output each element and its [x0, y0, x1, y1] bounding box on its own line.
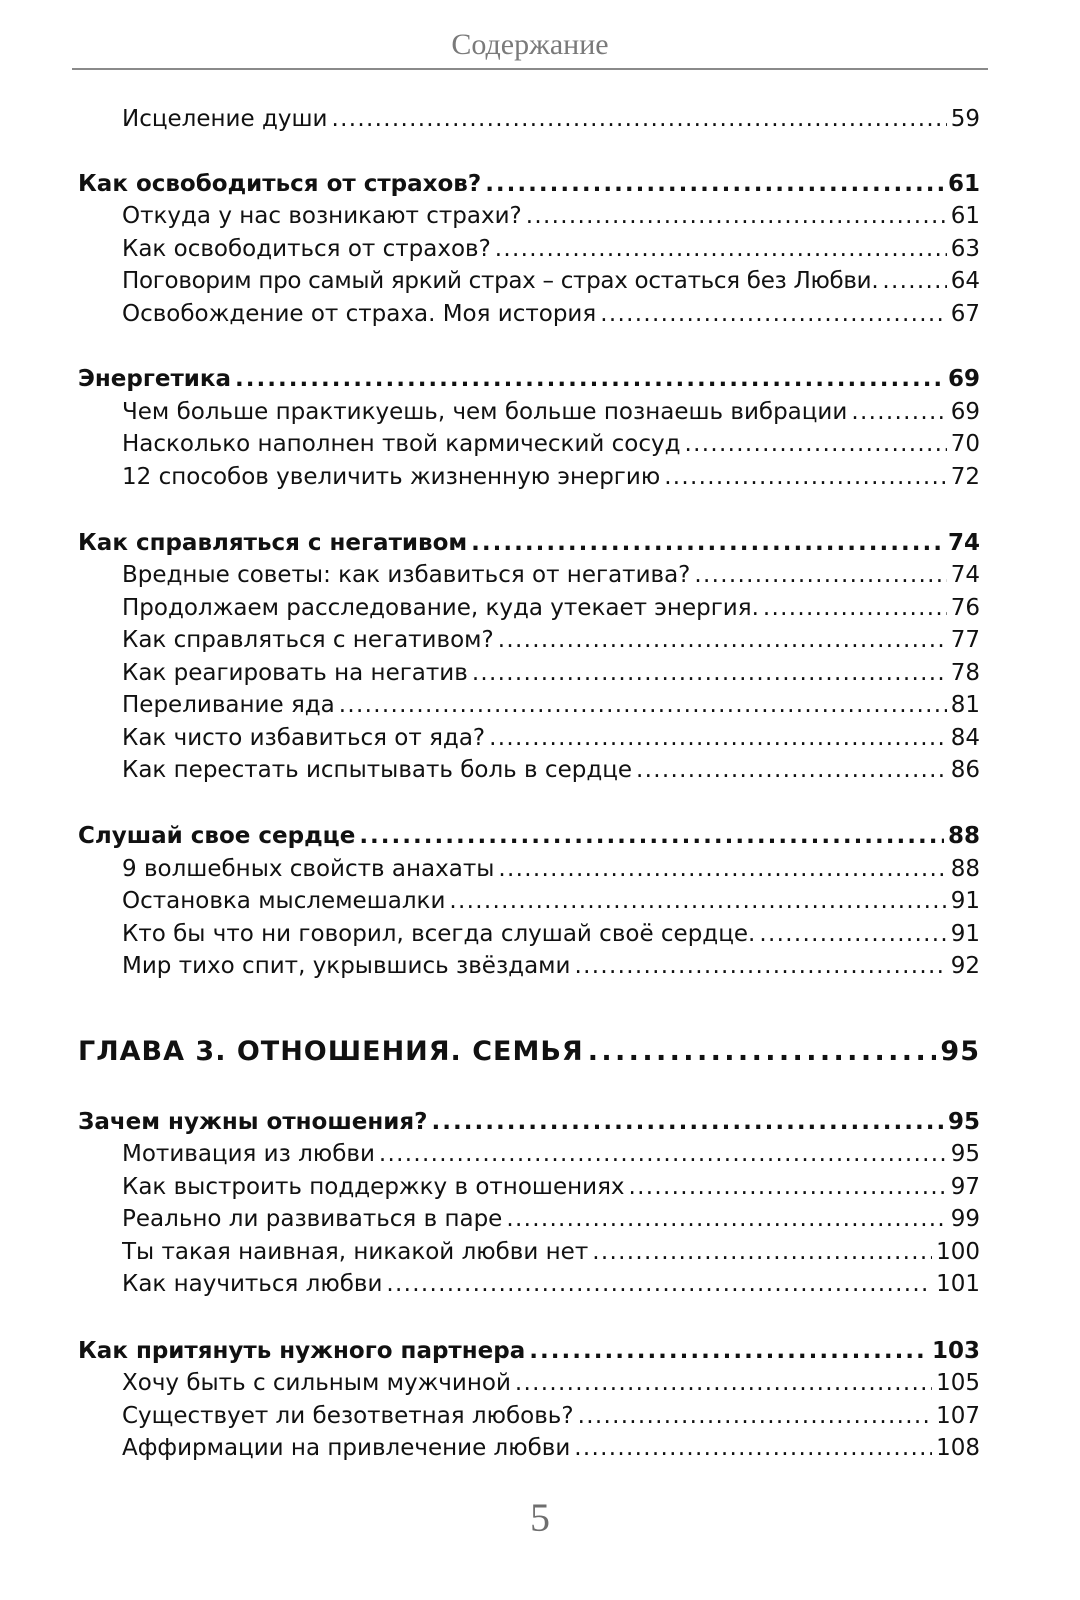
toc-section-page: 69	[947, 366, 980, 392]
dot-leader	[694, 562, 946, 588]
toc-entry-title: Ты такая наивная, никакой любви нет	[122, 1239, 589, 1265]
toc-entry-page: 91	[950, 888, 980, 914]
toc-section[interactable]	[78, 171, 980, 203]
dot-leader	[485, 171, 944, 197]
toc-section-title: Энергетика	[78, 366, 232, 392]
header-title: Содержание	[451, 28, 609, 61]
toc-entry-page: 95	[950, 1141, 980, 1167]
dot-leader	[331, 106, 946, 132]
toc-section-page: 88	[947, 823, 980, 849]
toc-entry-page: 64	[950, 268, 980, 294]
dot-leader	[526, 203, 947, 229]
toc-entry[interactable]	[122, 660, 980, 692]
toc-entry[interactable]	[122, 1271, 980, 1303]
toc-entry-title: Как чисто избавиться от яда?	[122, 725, 486, 751]
toc-entry-title: Аффирмации на привлечение любви	[122, 1435, 571, 1461]
toc-entry-page: 67	[950, 301, 980, 327]
dot-leader	[506, 1206, 946, 1232]
toc-entry[interactable]	[122, 856, 980, 888]
dot-leader	[235, 366, 944, 392]
toc-entry[interactable]	[122, 888, 980, 920]
toc-section-title: Как притянуть нужного партнера	[78, 1338, 526, 1364]
dot-leader	[600, 301, 947, 327]
toc-entry[interactable]	[122, 562, 980, 594]
toc-entry-title: Хочу быть с сильным мужчиной	[122, 1370, 511, 1396]
toc-entry-title: Исцеление души	[122, 106, 328, 132]
toc-entry[interactable]	[122, 301, 980, 333]
toc-entry[interactable]	[122, 595, 980, 627]
dot-leader	[379, 1141, 947, 1167]
toc-entry-title: Насколько наполнен твой кармический сосуд	[122, 431, 681, 457]
dot-leader	[515, 1370, 932, 1396]
toc-entry-title: Как научиться любви	[122, 1271, 383, 1297]
toc-entry-title: Переливание яда	[122, 692, 335, 718]
toc-section-title: Слушай свое сердце	[78, 823, 356, 849]
toc-entry-title: Откуда у нас возникают страхи?	[122, 203, 522, 229]
toc-entry-page: 78	[950, 660, 980, 686]
toc-section[interactable]	[78, 823, 980, 855]
toc-entry-title: Как реагировать на негатив	[122, 660, 468, 686]
toc-chapter[interactable]	[78, 1036, 980, 1076]
dot-leader	[664, 464, 947, 490]
toc-entry-title: Мир тихо спит, укрывшись звёздами	[122, 953, 571, 979]
page-number: 5	[530, 1495, 550, 1540]
toc-entry-title: Остановка мыслемешалки	[122, 888, 446, 914]
dot-leader	[759, 921, 946, 947]
dot-leader	[629, 1174, 947, 1200]
toc-section[interactable]	[78, 1109, 980, 1141]
toc-entry[interactable]	[122, 1403, 980, 1435]
toc-entry-title: Продолжаем расследование, куда утекает энергия.	[122, 595, 759, 621]
toc-entry-title: Как освободиться от страхов?	[122, 236, 491, 262]
toc-entry-page: 72	[950, 464, 980, 490]
toc-section-title: Как освободиться от страхов?	[78, 171, 482, 197]
toc-entry-page: 97	[950, 1174, 980, 1200]
dot-leader	[592, 1239, 932, 1265]
dot-leader	[763, 595, 947, 621]
toc-entry[interactable]	[122, 953, 980, 985]
toc-entry-page: 63	[950, 236, 980, 262]
toc-section-page: 103	[931, 1338, 980, 1364]
toc-entry-title: Реально ли развиваться в паре	[122, 1206, 503, 1232]
toc-entry[interactable]	[122, 725, 980, 757]
toc-section-title: Зачем нужны отношения?	[78, 1109, 428, 1135]
toc-entry-title: Как перестать испытывать боль в сердце	[122, 757, 633, 783]
toc-chapter-title: ГЛАВА 3. ОТНОШЕНИЯ. СЕМЬЯ	[78, 1036, 584, 1067]
toc-entry[interactable]	[122, 1206, 980, 1238]
toc-entry-page: 74	[950, 562, 980, 588]
dot-leader	[432, 1109, 944, 1135]
toc-entry[interactable]	[122, 1141, 980, 1173]
dot-leader	[578, 1403, 933, 1429]
toc-entry-page: 107	[936, 1403, 980, 1429]
dot-leader	[449, 888, 946, 914]
toc-entry-page: 92	[950, 953, 980, 979]
dot-leader	[339, 692, 947, 718]
toc-entry[interactable]	[122, 268, 980, 300]
dot-leader	[386, 1271, 932, 1297]
toc-section[interactable]	[78, 530, 980, 562]
toc-section[interactable]	[78, 366, 980, 398]
toc-entry-page: 81	[950, 692, 980, 718]
toc-entry-page: 69	[950, 399, 980, 425]
toc-entry[interactable]	[122, 627, 980, 659]
toc-entry-page: 91	[950, 921, 980, 947]
dot-leader	[588, 1036, 937, 1067]
toc-entry-page: 100	[936, 1239, 980, 1265]
toc-entry-page: 61	[950, 203, 980, 229]
toc-entry-title: Вредные советы: как избавиться от негатива?	[122, 562, 691, 588]
toc-entry-page: 77	[950, 627, 980, 653]
toc-entry-page: 84	[950, 725, 980, 751]
toc-entry-title: Поговорим про самый яркий страх – страх остаться без Любви.	[122, 268, 879, 294]
toc-entry-title: Существует ли безответная любовь?	[122, 1403, 574, 1429]
toc-section-page: 74	[947, 530, 980, 556]
toc-section-page: 95	[947, 1109, 980, 1135]
dot-leader	[574, 1435, 932, 1461]
dot-leader	[471, 530, 944, 556]
dot-leader	[498, 856, 946, 882]
dot-leader	[498, 627, 947, 653]
toc-section-title: Как справляться с негативом	[78, 530, 468, 556]
dot-leader	[851, 399, 946, 425]
toc-entry-title: Мотивация из любви	[122, 1141, 375, 1167]
toc-entry[interactable]	[122, 431, 980, 463]
toc-entry-title: Освобождение от страха. Моя история	[122, 301, 597, 327]
toc-entry-title: 9 волшебных свойств анахаты	[122, 856, 495, 882]
toc-entry[interactable]	[122, 106, 980, 138]
toc-entry[interactable]	[122, 236, 980, 268]
dot-leader	[882, 268, 946, 294]
running-header	[72, 22, 988, 70]
toc-entry[interactable]	[122, 399, 980, 431]
dot-leader	[489, 725, 947, 751]
toc-entry[interactable]	[122, 1435, 980, 1467]
toc-entry[interactable]	[122, 1370, 980, 1402]
toc-chapter-page: 95	[940, 1036, 980, 1067]
toc-entry-page: 76	[950, 595, 980, 621]
toc-entry[interactable]	[122, 921, 980, 953]
toc-entry[interactable]	[122, 692, 980, 724]
dot-leader	[495, 236, 947, 262]
toc-entry[interactable]	[122, 203, 980, 235]
toc-entry-page: 86	[950, 757, 980, 783]
toc-entry-page: 101	[936, 1271, 980, 1297]
toc-section[interactable]	[78, 1338, 980, 1370]
toc-entry[interactable]	[122, 757, 980, 789]
toc-entry[interactable]	[122, 1239, 980, 1271]
toc-section-page: 61	[947, 171, 980, 197]
toc-entry-title: Кто бы что ни говорил, всегда слушай своё сердце.	[122, 921, 756, 947]
toc-entry-page: 105	[936, 1370, 980, 1396]
toc-entry-page: 70	[950, 431, 980, 457]
toc-entry-title: Как выстроить поддержку в отношениях	[122, 1174, 625, 1200]
toc-entry[interactable]	[122, 1174, 980, 1206]
toc-entry-page: 99	[950, 1206, 980, 1232]
toc-entry-page: 108	[936, 1435, 980, 1461]
dot-leader	[636, 757, 947, 783]
toc-entry-title: Чем больше практикуешь, чем больше познаешь вибрации	[122, 399, 848, 425]
toc-entry[interactable]	[122, 464, 980, 496]
dot-leader	[685, 431, 947, 457]
toc-entry-title: Как справляться с негативом?	[122, 627, 494, 653]
dot-leader	[574, 953, 946, 979]
dot-leader	[359, 823, 944, 849]
toc-entry-page: 59	[950, 106, 980, 132]
dot-leader	[529, 1338, 928, 1364]
toc-entry-title: 12 способов увеличить жизненную энергию	[122, 464, 661, 490]
dot-leader	[472, 660, 947, 686]
toc-entry-page: 88	[950, 856, 980, 882]
